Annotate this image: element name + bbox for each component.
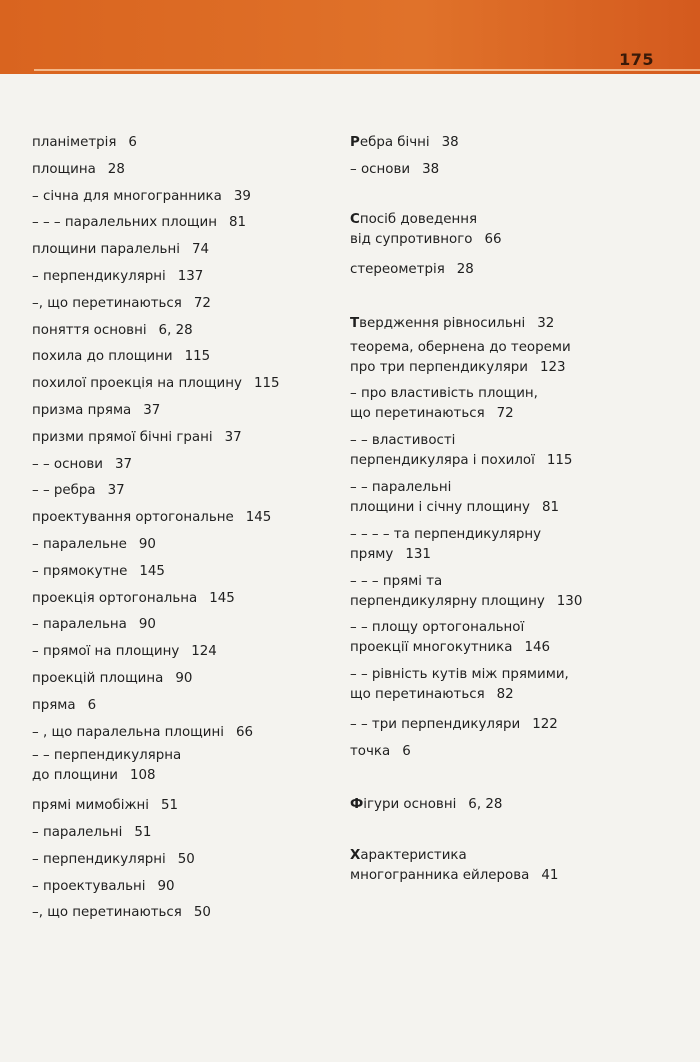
entry-text: ебра бічні [359, 135, 430, 150]
index-entry [32, 746, 332, 786]
section-letter: С [350, 212, 360, 228]
entry-text: – – перпендикулярна [32, 748, 182, 764]
entry-text: – січна для многогранника [32, 188, 222, 204]
section-letter: Ф [350, 797, 364, 813]
index-entry [350, 792, 690, 819]
index-entry [32, 210, 332, 237]
entry-page: 41 [541, 867, 559, 883]
entry-page: 131 [405, 546, 431, 562]
index-entry [350, 665, 690, 705]
entry-page: 6, 28 [468, 797, 503, 813]
index-entry [32, 666, 332, 693]
entry-text: похила до площини [32, 349, 173, 365]
entry-text: ігури основні [363, 797, 457, 813]
index-entry [350, 157, 690, 184]
entry-text: похилої проекція на площину [32, 376, 242, 392]
header-rule [34, 69, 700, 71]
entry-page: 39 [233, 188, 251, 204]
entry-text: планіметрія [32, 135, 117, 150]
index-entry [350, 572, 690, 612]
entry-page: 28 [107, 161, 125, 177]
entry-page: 50 [193, 905, 211, 921]
entry-text: – про властивість площин, [350, 386, 538, 402]
section-letter: Х [350, 847, 361, 863]
entry-page: 130 [556, 593, 583, 609]
section-gap [350, 819, 690, 846]
index-column-right [350, 130, 690, 893]
entry-page: 6 [128, 135, 137, 150]
entry-text: що перетинаються [350, 687, 485, 703]
entry-page: 66 [484, 232, 502, 248]
entry-page: 124 [191, 644, 217, 660]
index-entry [350, 525, 690, 565]
entry-page: 145 [245, 510, 272, 526]
entry-text: – – – – та перпендикулярну [350, 526, 542, 542]
entry-page: 81 [228, 215, 247, 231]
entry-text: – – три перпендикуляри [350, 716, 521, 732]
entry-text: – – – паралельних площин [32, 215, 217, 231]
entry-page: 28 [456, 262, 474, 278]
entry-page: 66 [235, 724, 254, 740]
entry-text: перпендикулярну площину [350, 593, 545, 609]
entry-page: 6 [87, 697, 97, 713]
entry-page: 81 [541, 499, 559, 515]
entry-text: – – властивості [350, 433, 456, 449]
entry-page: 122 [532, 716, 558, 732]
entry-text: – паралельне [32, 536, 127, 552]
entry-page: 123 [540, 359, 566, 375]
index-entry [32, 505, 332, 532]
section-letter: Р [350, 135, 360, 150]
entry-page: 72 [496, 406, 514, 422]
entry-text: – прямої на площину [32, 644, 180, 660]
index-entry [32, 693, 332, 720]
entry-text: прямі мимобіжні [32, 798, 150, 814]
entry-text: призми прямої бічні грані [32, 429, 213, 445]
index-entry [32, 639, 332, 666]
entry-page: 51 [161, 798, 179, 814]
entry-text: стереометрія [350, 262, 445, 278]
entry-page: 6, 28 [158, 322, 193, 338]
entry-page: 32 [537, 315, 555, 331]
entry-text: поняття основні [32, 322, 147, 338]
entry-page: 90 [138, 617, 156, 633]
entry-text: до площини [32, 768, 118, 784]
index-entry [32, 586, 332, 613]
entry-text: проектування ортогональне [32, 510, 234, 526]
index-column-left [32, 130, 332, 927]
index-entry [32, 130, 332, 157]
index-entry [32, 344, 332, 371]
index-entry [32, 874, 332, 901]
entry-page: 145 [139, 563, 165, 579]
entry-text: пряма [32, 697, 76, 713]
entry-text: площини паралельні [32, 242, 180, 258]
index-entry [350, 384, 690, 424]
entry-text: проекція ортогональна [32, 590, 198, 606]
entry-page: 38 [422, 161, 440, 177]
entry-text: – – – прямі та [350, 573, 443, 589]
entry-text: призма пряма [32, 402, 132, 418]
index-entry [350, 618, 690, 658]
index-entry [32, 612, 332, 639]
entry-text: – – рівність кутів між прямими, [350, 667, 569, 683]
entry-text: від супротивного [350, 232, 473, 248]
index-entry [32, 720, 332, 747]
entry-page: 37 [107, 483, 125, 499]
entry-page: 6 [402, 743, 411, 759]
entry-page: 90 [138, 536, 156, 552]
entry-text: – перпендикулярні [32, 268, 166, 284]
section-letter: Т [350, 315, 360, 331]
index-entry [32, 398, 332, 425]
index-entry [32, 559, 332, 586]
entry-text: – прямокутне [32, 563, 128, 579]
entry-page: 115 [184, 349, 211, 365]
page-number: 175 [619, 50, 654, 69]
entry-page: 37 [143, 402, 161, 418]
entry-page: 108 [130, 768, 156, 784]
entry-text: площина [32, 161, 96, 177]
index-entry [32, 237, 332, 264]
entry-page: 38 [441, 135, 459, 150]
index-entry [32, 425, 332, 452]
entry-text: – основи [350, 161, 411, 177]
section-gap [350, 184, 690, 211]
index-entry [32, 371, 332, 398]
section-gap [350, 284, 690, 311]
entry-text: – , що паралельна площині [32, 724, 224, 740]
index-entry [32, 452, 332, 479]
entry-page: 37 [224, 429, 242, 445]
index-entry [32, 291, 332, 318]
page-header-band [0, 0, 700, 74]
index-entry [32, 532, 332, 559]
entry-text: многогранника ейлерова [350, 867, 530, 883]
index-entry [350, 712, 690, 739]
entry-page: 90 [175, 670, 193, 686]
entry-text: арактеристика [360, 847, 467, 863]
index-entry [32, 478, 332, 505]
entry-text: – паралельна [32, 617, 127, 633]
index-entry [350, 431, 690, 471]
entry-text: – – ребра [32, 483, 96, 499]
entry-text: перпендикуляра і похилої [350, 453, 535, 469]
index-entry [32, 793, 332, 820]
index-entry [350, 257, 690, 284]
index-entry [32, 900, 332, 927]
entry-page: 74 [191, 242, 209, 258]
entry-text: пряму [350, 546, 394, 562]
index-entry [350, 739, 690, 766]
index-entry [350, 311, 690, 338]
entry-text: – паралельні [32, 824, 123, 840]
entry-text: про три перпендикуляри [350, 359, 528, 375]
entry-text: посіб доведення [359, 212, 478, 228]
index-entry [32, 820, 332, 847]
index-entry [350, 478, 690, 518]
index-entry [32, 318, 332, 345]
entry-text: точка [350, 743, 391, 759]
index-entry [32, 264, 332, 291]
entry-text: вердження рівносильні [359, 315, 526, 331]
entry-text: проекцій площина [32, 670, 164, 686]
entry-text: –, що перетинаються [32, 905, 182, 921]
index-entry [350, 338, 690, 378]
entry-text: – – площу ортогональної [350, 620, 525, 636]
entry-page: 137 [177, 268, 204, 284]
entry-page: 50 [177, 851, 195, 867]
entry-page: 90 [157, 878, 175, 894]
index-entry [32, 847, 332, 874]
entry-page: 72 [193, 295, 211, 311]
entry-page: 82 [496, 687, 514, 703]
entry-text: площини і січну площину [350, 499, 530, 515]
entry-text: – перпендикулярні [32, 851, 166, 867]
entry-text: – проектувальні [32, 878, 146, 894]
index-entry [350, 130, 690, 157]
entry-text: проекції многокутника [350, 640, 513, 656]
entry-text: – – основи [32, 456, 104, 472]
entry-page: 37 [115, 456, 133, 472]
entry-text: –, що перетинаються [32, 295, 182, 311]
section-gap [350, 766, 690, 793]
index-entry [350, 210, 690, 250]
entry-text: – – паралельні [350, 479, 452, 495]
entry-page: 115 [546, 453, 573, 469]
entry-text: теорема, обернена до теореми [350, 339, 571, 355]
entry-page: 145 [209, 590, 235, 606]
entry-page: 51 [134, 824, 152, 840]
index-entry [32, 184, 332, 211]
entry-page: 146 [524, 640, 550, 656]
entry-page: 115 [253, 376, 280, 392]
index-entry [32, 157, 332, 184]
entry-text: що перетинаються [350, 406, 485, 422]
index-entry [350, 846, 690, 886]
